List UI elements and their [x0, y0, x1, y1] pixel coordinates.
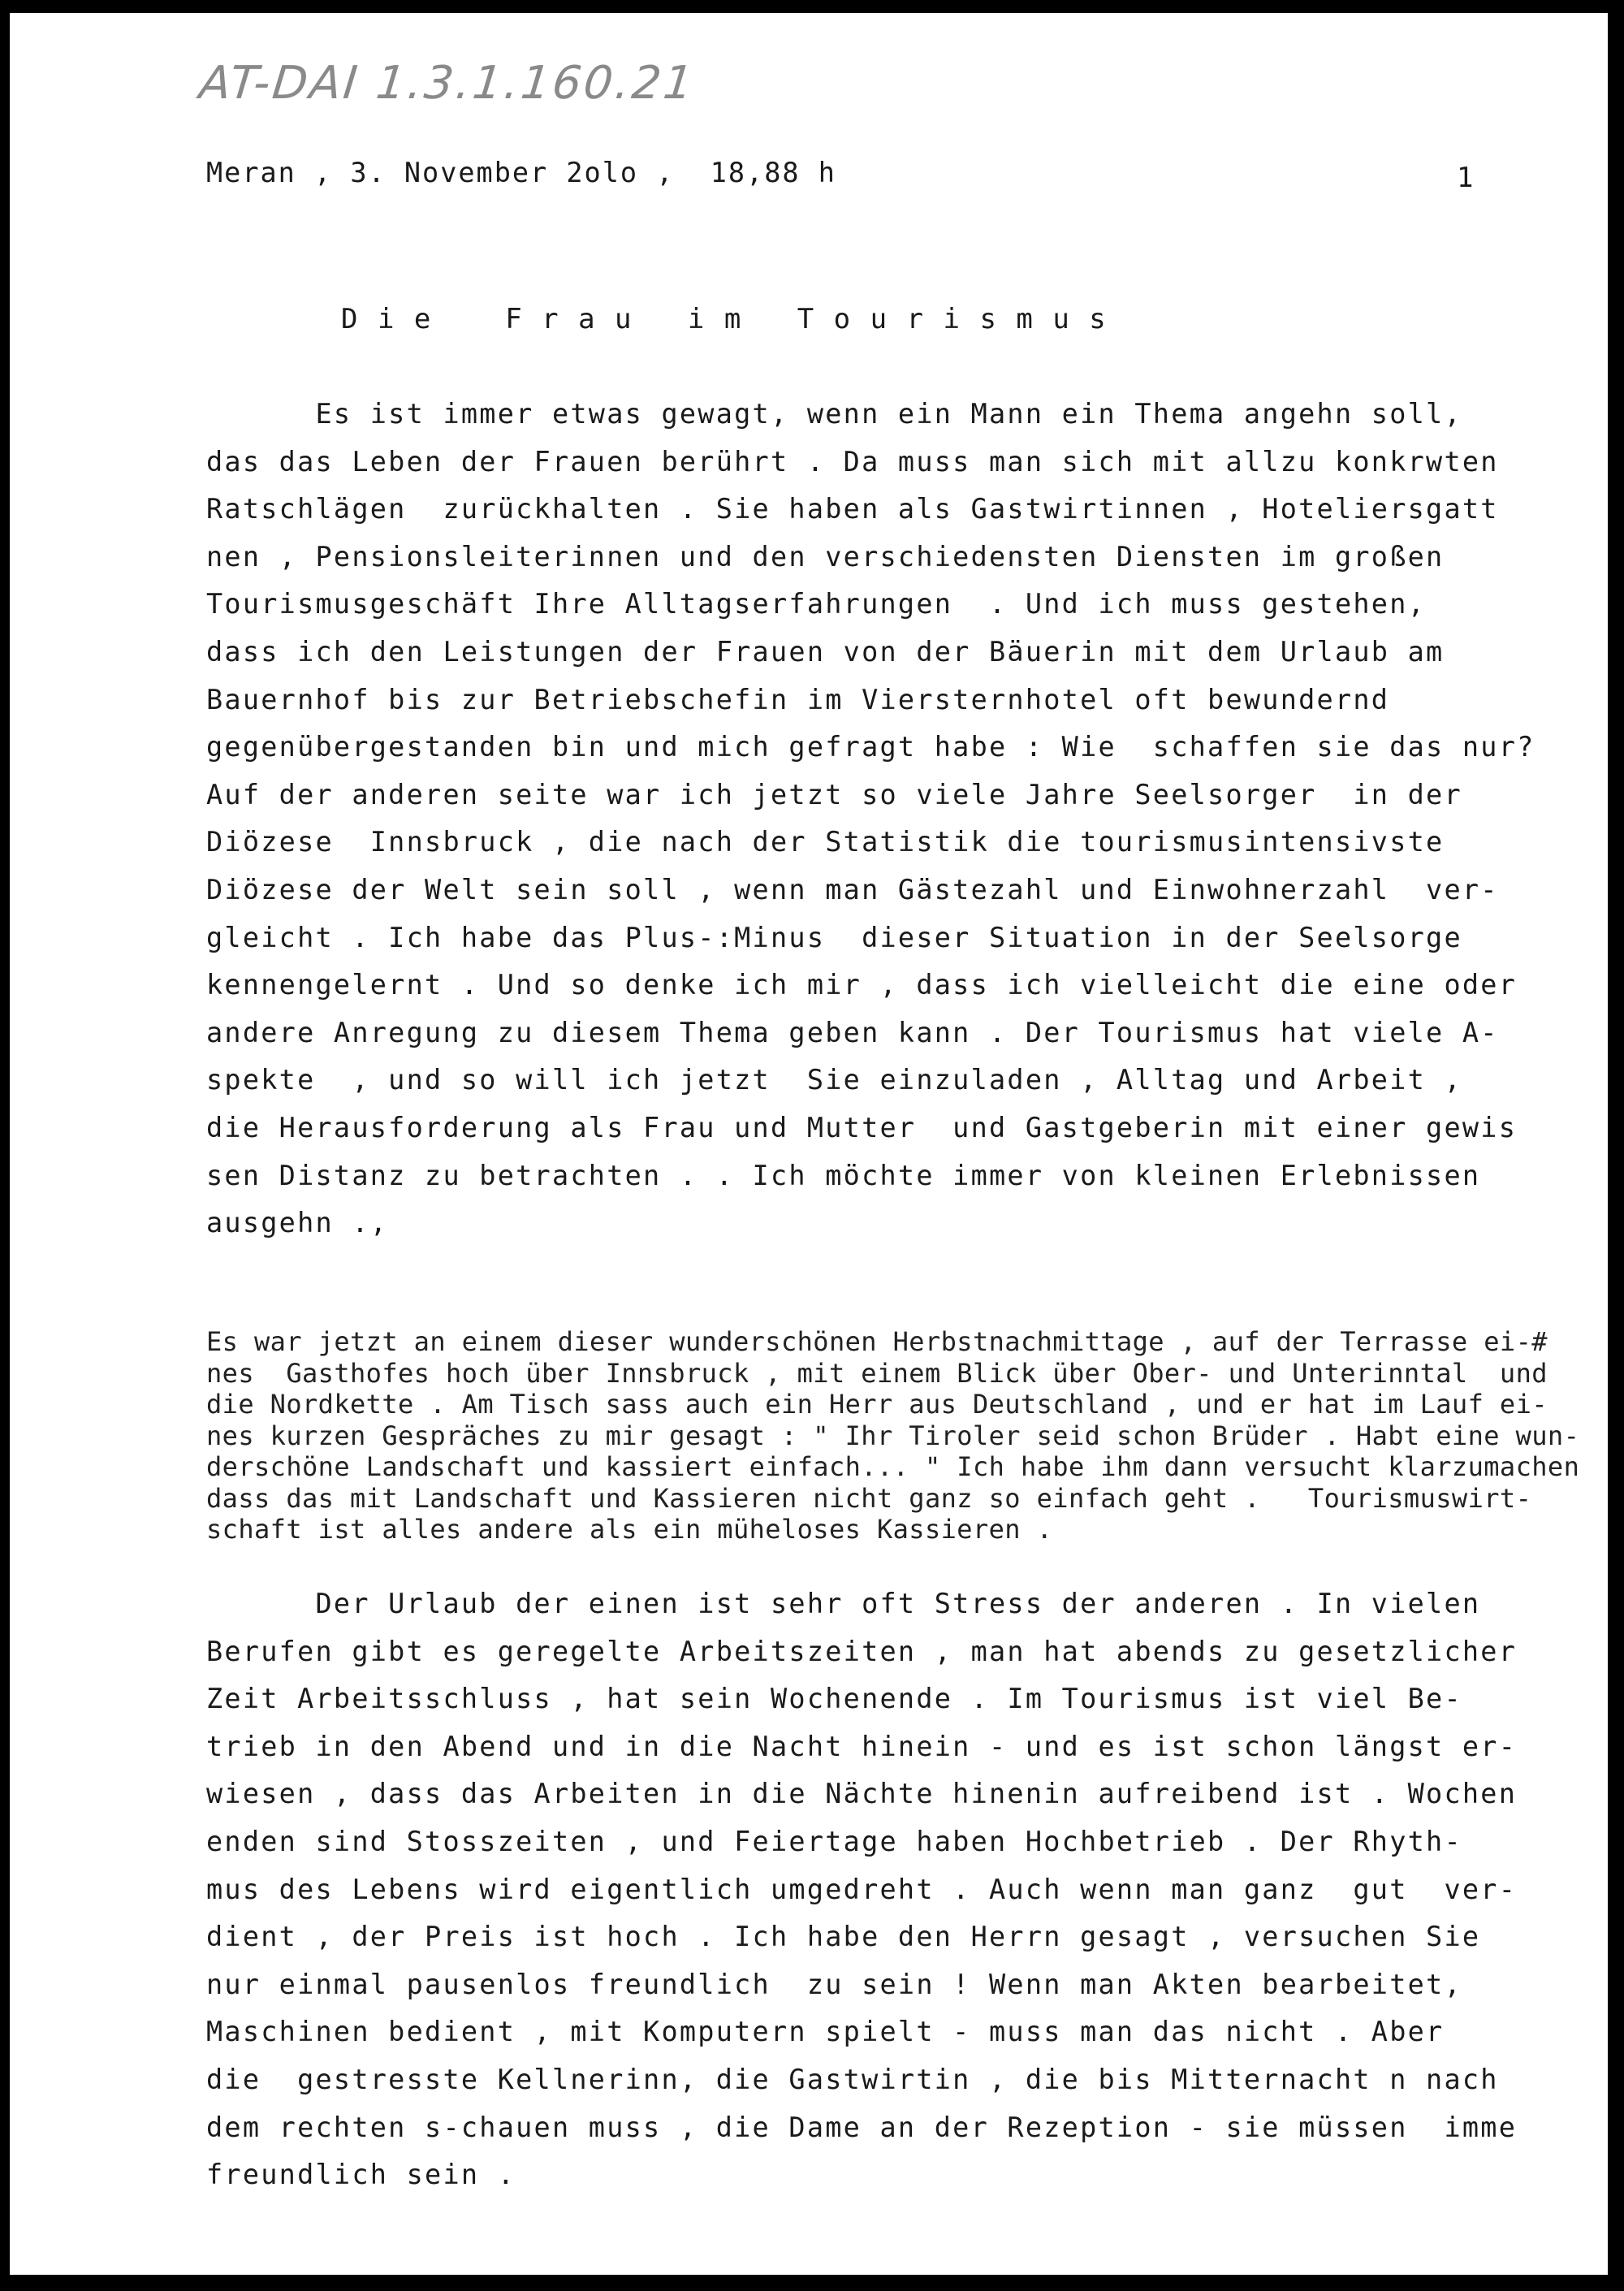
paragraph-line: derschöne Landschaft und kassiert einfach... " Ich habe ihm dann versucht klarzumachen: [206, 1451, 1580, 1482]
paragraph-line: enden sind Stosszeiten , und Feiertage haben Hochbetrieb . Der Rhyth-: [206, 1826, 1462, 1857]
paragraph-line: die Nordkette . Am Tisch sass auch ein Herr aus Deutschland , und er hat im Lauf ei-: [206, 1389, 1548, 1420]
paragraph-line: Zeit Arbeitsschluss , hat sein Wochenende . Im Tourismus ist viel Be-: [206, 1683, 1462, 1715]
paragraph-line: gegenübergestanden bin und mich gefragt habe : Wie schaffen sie das nur?: [206, 731, 1535, 763]
paragraph-line: Es ist immer etwas gewagt, wenn ein Mann ein Thema angehn soll,: [206, 398, 1462, 430]
paragraph-line: Bauernhof bis zur Betriebschefin im Viersternhotel oft bewundernd: [206, 683, 1390, 715]
paragraph-line: die gestresste Kellnerinn, die Gastwirtin , die bis Mitternacht n nach: [206, 2064, 1499, 2095]
paragraph-line: mus des Lebens wird eigentlich umgedreht . Auch wenn man ganz gut ver-: [206, 1873, 1518, 1905]
paragraph-line: wiesen , dass das Arbeiten in die Nächte hinenin aufreibend ist . Wochen: [206, 1778, 1518, 1810]
paragraph-line: Maschinen bedient , mit Komputern spielt - muss man das nicht . Aber: [206, 2016, 1445, 2048]
paragraph-line: gleicht . Ich habe das Plus-:Minus dieser Situation in der Seelsorge: [206, 921, 1462, 953]
paragraph-line: nur einmal pausenlos freundlich zu sein ! Wenn man Akten bearbeitet,: [206, 1968, 1462, 2000]
paragraph-line: Berufen gibt es geregelte Arbeitszeiten , man hat abends zu gesetzlicher: [206, 1635, 1518, 1667]
paragraph-line: spekte , und so will ich jetzt Sie einzuladen , Alltag und Arbeit ,: [206, 1064, 1462, 1096]
paragraph-line: dass das mit Landschaft und Kassieren nicht ganz so einfach geht . Tourismuswirt-: [206, 1482, 1532, 1514]
document-title: D i e F r a u i m T o u r i s m u s: [341, 303, 1108, 335]
paragraph-line: Diözese Innsbruck , die nach der Statistik die tourismusintensivste: [206, 826, 1445, 858]
paragraph-line: sen Distanz zu betrachten . . Ich möchte immer von kleinen Erlebnissen: [206, 1159, 1481, 1191]
paragraph-line: die Herausforderung als Frau und Mutter und Gastgeberin mit einer gewis: [206, 1112, 1518, 1143]
paragraph-line: trieb in den Abend und in die Nacht hinein - und es ist schon längst er-: [206, 1730, 1518, 1762]
archive-reference-handwritten: AT-DAI 1.3.1.160.21: [197, 57, 698, 110]
paragraph-line: dass ich den Leistungen der Frauen von der Bäuerin mit dem Urlaub am: [206, 636, 1445, 668]
paragraph-line: Diözese der Welt sein soll , wenn man Gästezahl und Einwohnerzahl ver-: [206, 874, 1499, 906]
paragraph-line: Tourismusgeschäft Ihre Alltagserfahrungen . Und ich muss gestehen,: [206, 588, 1427, 620]
paragraph-line: dient , der Preis ist hoch . Ich habe den Herrn gesagt , versuchen Sie: [206, 1921, 1481, 1953]
paragraph-line: Es war jetzt an einem dieser wunderschönen Herbstnachmittage , auf der Terrasse ei-#: [206, 1326, 1548, 1357]
paragraph-line: nes Gasthofes hoch über Innsbruck , mit einem Blick über Ober- und Unterinntal und: [206, 1357, 1548, 1389]
page-number: 1: [1457, 162, 1475, 194]
paragraph-line: freundlich sein .: [206, 2159, 516, 2191]
paragraph-line: Der Urlaub der einen ist sehr oft Stress der anderen . In vielen: [206, 1588, 1481, 1619]
paragraph-line: Auf der anderen seite war ich jetzt so viele Jahre Seelsorger in der: [206, 778, 1462, 810]
paragraph-line: schaft ist alles andere als ein müheloses Kassieren .: [206, 1514, 1053, 1545]
paragraph-line: kennengelernt . Und so denke ich mir , dass ich vielleicht die eine oder: [206, 969, 1518, 1001]
paragraph-line: nen , Pensionsleiterinnen und den verschiedensten Diensten im großen: [206, 540, 1445, 573]
paragraph-line: das das Leben der Frauen berührt . Da muss man sich mit allzu konkrwten: [206, 445, 1499, 478]
place-date-time: Meran , 3. November 2olo , 18,88 h: [206, 157, 836, 188]
paragraph-line: nes kurzen Gespräches zu mir gesagt : " Ihr Tiroler seid schon Brüder . Habt eine wun-: [206, 1420, 1580, 1451]
paragraph-line: dem rechten s-chauen muss , die Dame an der Rezeption - sie müssen imme: [206, 2111, 1518, 2143]
paragraph-line: ausgehn .,: [206, 1207, 389, 1239]
paragraph-line: Ratschlägen zurückhalten . Sie haben als Gastwirtinnen , Hoteliersgatt: [206, 493, 1499, 525]
paragraph-line: andere Anregung zu diesem Thema geben kann . Der Tourismus hat viele A-: [206, 1016, 1499, 1048]
